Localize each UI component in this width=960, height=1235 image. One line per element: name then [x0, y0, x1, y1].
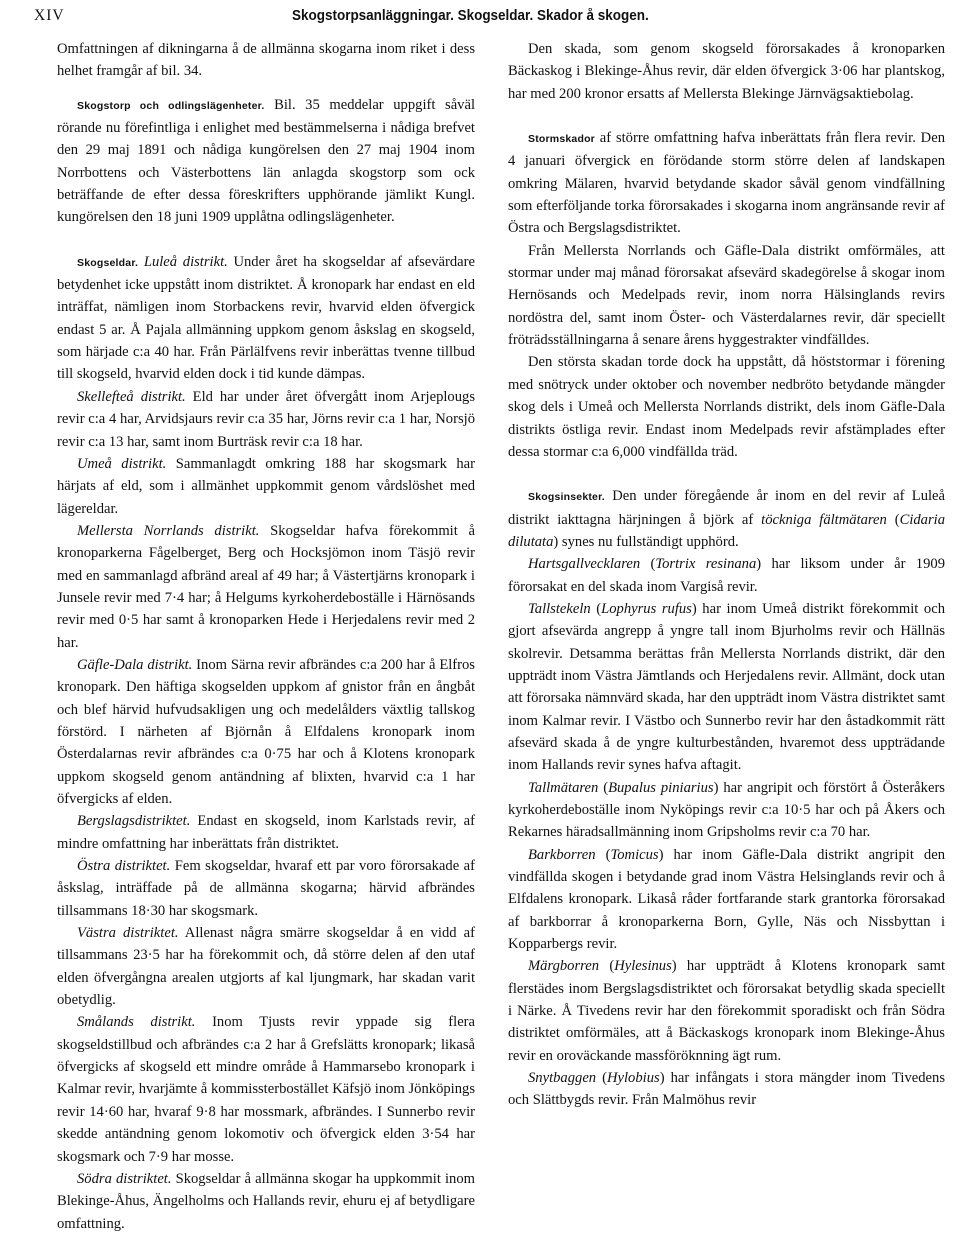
italic-text: Cidaria dilutata: [508, 511, 946, 550]
text-run: (: [640, 556, 656, 573]
paragraph: [508, 127, 945, 240]
text-run: ) har angripit och förstört å Österåkers kyrkoherdeboställe inom Nyköpings revir c:a 10·5 har och på Åkers och Rekarnes häradsallmänning inom Gripsholms revir c:a 70 har.: [508, 779, 945, 841]
italic-text: Tallstekeln: [528, 600, 591, 617]
italic-text: Tomicus: [610, 846, 659, 863]
paragraph: [57, 1011, 475, 1167]
section-heading: Skogseldar.: [77, 256, 139, 269]
italic-text: Tortrix resinana: [655, 556, 757, 573]
text-run: Allenast några smärre skogseldar å en vidd af tillsammans 23·5 har ha förekommit och, då större delen af den utaf elden öfvergångna arealen utgjorts af kal ljungmark, har skadan varit obetydlig.: [57, 925, 475, 1009]
text-run: Skogseldar å allmänna skogar ha uppkommit inom Blekinge-Åhus, Ängelholms och Hallands revir, ehuru ej af betydligare omfattning.: [57, 1170, 475, 1232]
paragraph: [508, 844, 945, 956]
text-run: ) synes nu fullständigt upphörd.: [553, 533, 739, 550]
text-run: Omfattningen af dikningarna å de allmänna skogarna inom riket i dess helhet framgår af bil. 34.: [57, 41, 475, 80]
text-run: ) har uppträdt å Klotens kronopark samt flerstädes inom Bergslagsdistriktet och förorsakat betydlig skada speciellt i Närke. Å Tivedens revir har den förekommit sporadiskt och från Södra distriktet omförmäles, att å Bäckaskogs kronopark inom Blekinge-Åhus revir en oroväckande massföröknning ägt rum.: [508, 958, 945, 1064]
section-heading: Skogsinsekter.: [528, 491, 605, 504]
italic-text: Bupalus piniarius: [608, 779, 714, 796]
page-header: [34, 6, 934, 32]
text-run: (: [599, 958, 615, 975]
text-run: Eld har under året öfvergått inom Arjeplougs revir c:a 4 har, Arvidsjaurs revir c:a 35 har, Jörns revir c:a 1 har, Norsjö revir c:a 13 har, samt inom Burträsk revir c:a 18 har.: [57, 388, 475, 450]
section-heading: Skogstorp och odlingslägenheter.: [77, 99, 265, 112]
paragraph: [508, 777, 945, 844]
paragraph: [57, 38, 475, 83]
italic-text: Södra distriktet.: [77, 1170, 172, 1187]
paragraph: [57, 251, 475, 386]
page-number: XIV: [34, 7, 65, 24]
italic-text: Skellefteå distrikt.: [77, 388, 186, 405]
paragraph: [57, 654, 475, 810]
paragraph: [508, 38, 945, 105]
paragraph: [508, 553, 945, 598]
italic-text: Märgborren: [528, 958, 600, 975]
italic-text: töckniga fältmätaren: [761, 511, 887, 528]
paragraph: [57, 453, 475, 520]
italic-text: Lophyrus rufus: [601, 600, 692, 617]
italic-text: Hartsgallvecklaren: [528, 556, 641, 573]
text-run: (: [596, 1070, 607, 1087]
paragraph: [508, 955, 945, 1067]
italic-text: Östra distriktet.: [77, 858, 171, 875]
paragraph: [508, 485, 945, 553]
paragraph: [508, 1067, 945, 1112]
text-run: ) har liksom under år 1909 förorsakat en del skada inom Vargiså revir.: [508, 556, 945, 595]
text-run: af större omfattning hafva inberättats från flera revir. Den 4 januari öfvergick en förödande storm större delen af landskapen omkring Mälaren, hvarvid betydande skador såväl genom vindfällning som efterföljande torka förorsakades i skogarna inom angränsande revir af Östra och Bergslagsdistriktet.: [508, 130, 945, 237]
text-run: ) har infångats i stora mängder inom Tivedens och Slättbygds revir. Från Malmöhus revir: [508, 1070, 945, 1109]
text-run: (: [598, 779, 609, 796]
italic-text: Hylesinus: [614, 958, 672, 975]
paragraph: [57, 1168, 475, 1235]
italic-text: Luleå distrikt.: [143, 253, 228, 270]
italic-text: Umeå distrikt.: [77, 455, 167, 472]
text-run: Under året ha skogseldar af afsevärdare betydenhet icke uppstått inom distriktet. Å kronopark har endast en eld inträffat, nämligen inom Storbackens revir, hvarvid elden öfvergick endast 5 ar. Å Pajala allmänning uppkom genom åskslag en skogseld, som härjade c:a 40 har. Från Pärlälfvens revir inberättas tvenne tillbud till skogseld, hvarvid elden dock i tid kunde dämpas.: [57, 253, 476, 383]
text-run: Från Mellersta Norrlands och Gäfle-Dala distrikt omförmäles, att stormar under maj månad förorsakat afsevärd skadegörelse å skogar inom Hernösands och Medelpads revir, inom norra Hälsinglands revirs nordöstra del, samt inom Öster- och Västerdalarnes revir, där speciellt fröträdsställningarna å senare årens hyggestrakter vindfälldes.: [508, 242, 945, 349]
paragraph: [57, 520, 475, 654]
right-column: [508, 38, 945, 1112]
section-heading: Stormskador: [528, 133, 595, 146]
text-run: Den största skadan torde dock ha uppstått, då höststormar i förening med snötryck under oktober och november nedbröto betydande mängder skog dels i Umeå och Mellersta Norrlands distrikt, dels inom Gäfle-Dala distrikts östliga revir. Endast inom Medelpads revir afstämplades efter dessa stormar c:a 6,000 vindfällda träd.: [508, 354, 945, 460]
text-run: (: [886, 511, 900, 528]
text-run: Skogseldar hafva förekommit å kronoparkerna Fågelberget, Berg och Hocksjömon inom Täsjö revir med en sammanlagd afbränd areal af 49 har; å Västertjärns kronopark i Junsele revir med 7·4 har; å Helgums kyrkoherdeboställe i Härnösands revir med 0·5 har samt å kronoparken Hede i Herjedalens revir med 2 har.: [57, 522, 475, 651]
italic-text: Gäfle-Dala distrikt.: [77, 656, 193, 673]
paragraph: [57, 855, 475, 922]
text-run: ) har inom Umeå distrikt förekommit och gjort afsevärda angrepp å yngre tall inom Bjurholms revir och Hällnäs skolrevir. Detsamma berättas från Mellersta Norrlands distrikt, där den uppträdt inom Västra Jämtlands och Herjedalens revir. Allmänt, dock utan att förorsaka nämnvärd skada, har den uppträdt inom Västra distriktet samt inom Kalmar revir. I Västbo och Sunnerbo revir har den åstadkommit rätt afsevärd skada å de yngre kulturbestånden, hvaremot dess uppträdande inom Hallands revir synes hafva aftagit.: [508, 600, 946, 774]
running-title: Skogstorpsanläggningar. Skogseldar. Skador å skogen.: [292, 8, 649, 24]
text-run: (: [590, 600, 602, 617]
italic-text: Mellersta Norrlands distrikt.: [77, 522, 260, 539]
text-run: Inom Särna revir afbrändes c:a 200 har å Elfros kronopark. Den häftiga skogselden uppkom af gnistor från en ångbåt och blef härvid hufvudsakligen ung och medelålders växtlig tallskog förstörd. I närheten af Björnån å Elfdalens kronopark inom Österdalarnas revir afbrändes c:a 0·75 har och å Klotens kronopark uppkom skogseld genom antändning af blixten, hvarvid c:a 1 har öfvergicks af elden.: [57, 656, 475, 807]
paragraph: [508, 240, 945, 352]
text-run: Endast en skogseld, inom Karlstads revir, af mindre omfattning har inberättats från distriktet.: [57, 813, 475, 852]
paragraph: [57, 810, 475, 855]
italic-text: Barkborren: [528, 846, 596, 863]
italic-text: Bergslagsdistriktet.: [77, 813, 191, 830]
paragraph: [508, 598, 945, 777]
italic-text: Snytbaggen: [528, 1070, 597, 1087]
text-run: Bil. 35 meddelar uppgift såväl rörande nu förefintliga i enlighet med bestämmelserna i nådiga brefvet den 29 maj 1891 och nådiga kungörelsen den 27 maj 1904 inom Norrbottens och Västerbottens län anlagda skogstorp som ock beträffande de efter dessa föreskrifters upphörande jämlikt Kungl. kungörelsen den 18 juni 1909 upplåtna odlingslägenheter.: [57, 96, 476, 226]
text-run: Fem skogseldar, hvaraf ett par voro förorsakade af åskslag, inträffade på de allmänna skogarna; härvid afbrändes tillsammans 18·30 har skogsmark.: [57, 858, 475, 919]
text-run: Den skada, som genom skogseld förorsakades å kronoparken Bäckaskog i Blekinge-Åhus revir, där elden öfvergick 3·06 har plantskog, har med 200 kronor ersatts af Mellersta Blekinge Järnvägsaktiebolag.: [508, 41, 945, 102]
paragraph: [57, 386, 475, 453]
paragraph: [508, 351, 945, 463]
italic-text: Tallmätaren: [528, 779, 599, 796]
paragraph: [57, 922, 475, 1011]
italic-text: Smålands distrikt.: [77, 1014, 196, 1031]
italic-text: Hylobius: [606, 1070, 660, 1087]
text-run: Den under föregående år inom en del revir af Luleå distrikt iakttagna härjningen å björk af: [508, 488, 945, 528]
text-run: ) har inom Gäfle-Dala distrikt angripit den vindfällda skogen i betydande grad inom Västra Helsinglands revir och å Elfdalens kronopark. Likaså råder fortfarande stark grantorka förorsakad af barkborrar å kronoparkerna Born, Gylle, Näs och Nissbyttan i Kopparbergs revir.: [508, 846, 945, 953]
italic-text: Västra distriktet.: [77, 925, 179, 942]
left-column: [57, 38, 475, 1235]
text-run: (: [595, 846, 611, 863]
text-run: Sammanlagdt omkring 188 har skogsmark har härjats af eld, som i allmänhet uppkommit genom vårdslöshet med lägereldar.: [57, 455, 475, 517]
text-run: Inom Tjusts revir yppade sig flera skogseldstillbud och afbrändes c:a 2 har å Grefslätts kronopark; likaså öfvergicks af skogseld ett mindre område å Hammarsebo kronopark i Kalmar revir, hvarjämte å kommissterbostället Käfsjö inom Jönköpings revir 14·60 har, hvaraf 9·8 har mossmark, afbrändes. I Sunnerbo revir skedde antändning genom lokomotiv och öfvergick elden 3·54 har skogsmark och 7·9 har mosse.: [57, 1014, 476, 1165]
paragraph: [57, 94, 475, 229]
